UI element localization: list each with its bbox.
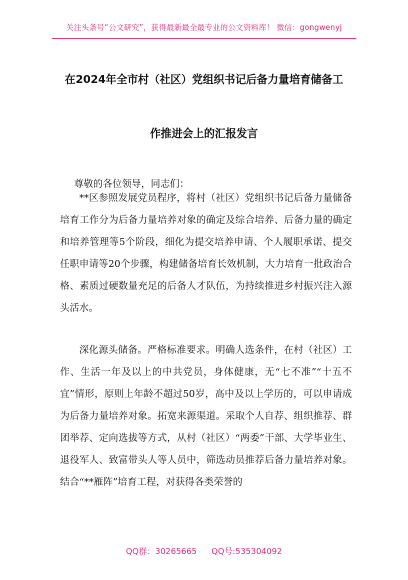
document-title-line-2: 作推进会上的汇报发言 bbox=[150, 127, 258, 140]
footer-contact bbox=[0, 546, 408, 557]
footer-qq-number: QQ号:535304092 bbox=[211, 546, 283, 556]
footer-qq-group: QQ群：30265665 bbox=[125, 546, 197, 556]
body-paragraph: **区参照发展党员程序，将村（社区）党组织书记后备力量储备培育工作分为后备力量培养对象的确定及综合培养、后备力量的确定和培养管理等5个阶段，细化为提交培养申请、个人履职承诺、提交任职申请等20个步骤，构建储备培育长效机制，大力培育一批政治合格、素质过硬数量充足的后备人才队伍，为持续推进乡村振兴注入源头活水。 bbox=[60, 193, 352, 314]
header-banner: 关注头条号“公文研究”，获得最新最全最专业的公文资料库！ 微信：gongwenyj bbox=[66, 23, 342, 32]
body-paragraph: 深化源头储备。严格标准要求。明确人选条件，在村（社区）工作、生活一年及以上的中共党员，身体健康，无“七不准”“十五不宜”情形，原则上年龄不超过50岁，高中及以上学历的，可以申请成为后备力量培养对象。拓宽来源渠道。采取个人自荐、组织推荐、群团举荐、定向选拔等方式，从村（社区）“两委”干部、大学毕业生、退役军人、致富带头人等人员中，筛选动员推荐后备力量培养对象。结合“**雁阵”培育工程，对获得各类荣誉的 bbox=[60, 345, 352, 488]
header-divider bbox=[52, 38, 356, 39]
salutation: 尊敬的各位领导，同志们： bbox=[74, 179, 190, 190]
document-title-line-1: 在2024年全市村（社区）党组织书记后备力量培育储备工 bbox=[64, 73, 344, 86]
